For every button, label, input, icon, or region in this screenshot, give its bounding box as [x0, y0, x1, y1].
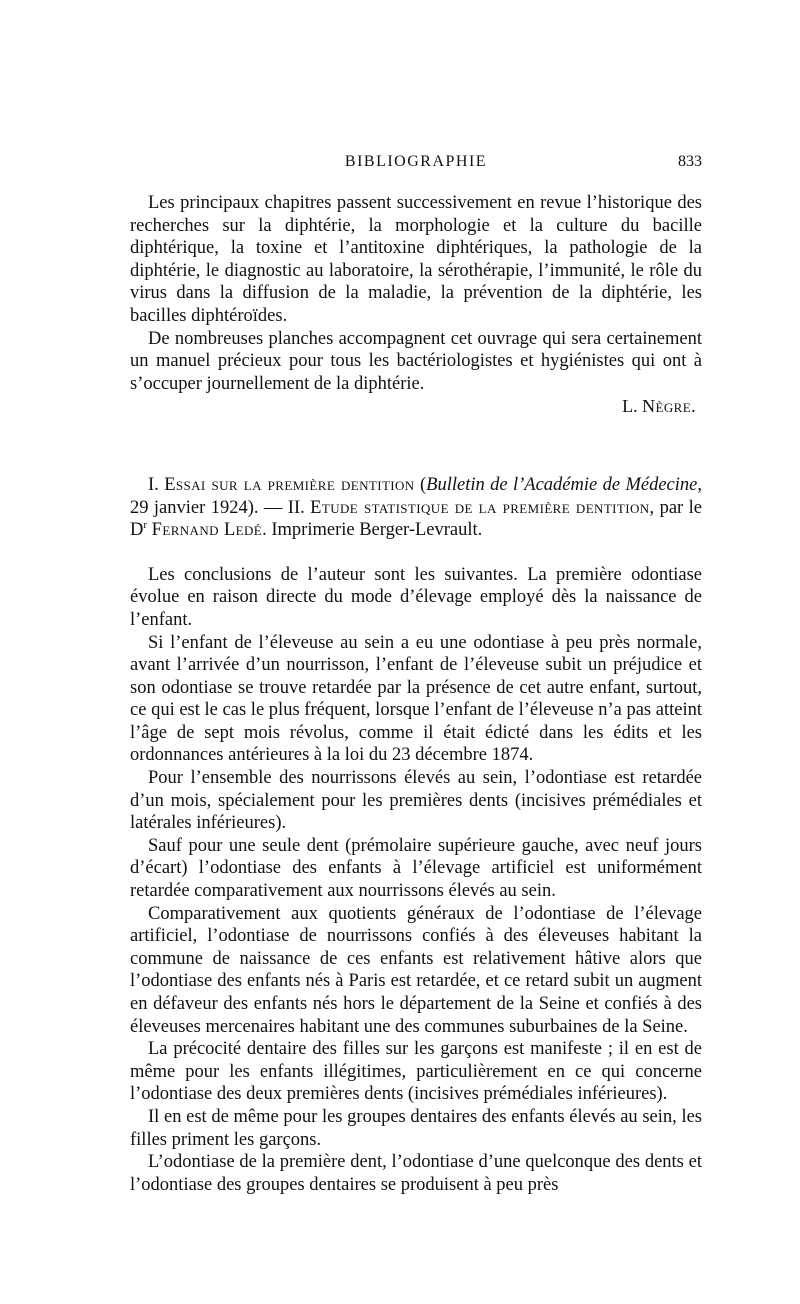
page-number: 833	[678, 153, 702, 170]
signature-initial: L.	[622, 396, 643, 417]
section-gap	[130, 542, 702, 564]
citation-journal: Bulletin de l’Académie de Médecine	[426, 474, 698, 495]
paragraph: Les principaux chapitres passent successivement en revue l’historique des recherches sur la diphtérie, la morphologie et la culture du bacille diphtérique, la toxine et l’antitoxine diphtériques, la pathologie de la diphtérie, le diagnostic au laboratoire, la sérothérapie, l’immunité, le rôle du virus dans la diffusion de la maladie, la prévention de la diphtérie, les bacilles diphtéroïdes.	[130, 193, 702, 326]
citation-publisher: . Imprimerie Berger-Levrault.	[262, 520, 483, 541]
review-diphtheria	[130, 192, 702, 418]
paragraph: Les conclusions de l’auteur sont les suivantes. La première odontiase évolue en raison directe du mode d’élevage employé dès la naissance de l’enfant.	[130, 564, 702, 630]
citation-number: I.	[148, 474, 165, 495]
paragraph: Comparativement aux quotients généraux de l’odontiase de l’élevage artificiel, l’odontiase de nourrissons confiés à des éleveuses habitant la commune de naissance de ces enfants est relativement hâtive alors que l’odontiase des enfants nés à Paris est retardée, et ce retard subit un augment en défaveur des enfants nés hors le département de la Seine et confiés à des éleveuses mercenaires habitant une des communes suburbaines de la Seine.	[130, 903, 702, 1037]
running-head: BIBLIOGRAPHIE	[344, 153, 488, 170]
paragraph: La précocité dentaire des filles sur les garçons est manifeste ; il en est de même pour les enfants illégitimes, particulièrement en ce qui concerne l’odontiase des deux premières dents (incisives prémédiales inférieures).	[130, 1039, 702, 1105]
page-header	[130, 153, 702, 177]
paragraph: Pour l’ensemble des nourrissons élevés au sein, l’odontiase est retardée d’un mois, spécialement pour les premières dents (incisives prémédiales et latérales inférieures).	[130, 768, 702, 834]
page-body	[130, 192, 702, 1196]
review-signature	[130, 395, 696, 418]
paragraph: Il en est de même pour les groupes dentaires des enfants élevés au sein, les filles priment les garçons.	[130, 1106, 702, 1150]
signature-name: Nègre.	[642, 396, 696, 417]
bibliographic-citation	[130, 474, 702, 542]
section-gap	[130, 418, 702, 474]
citation-source-open: (	[414, 474, 427, 495]
review-dentition	[130, 564, 702, 1197]
citation-author: Fernand Ledé	[151, 520, 263, 541]
paragraph: Si l’enfant de l’éleveuse au sein a eu une odontiase à peu près normale, avant l’arrivée d’un nourrisson, l’enfant de l’éleveuse subit un préjudice et son odontiase se trouve retardée par la présence de cet autre enfant, surtout, ce qui est le cas le plus fréquent, lorsque l’enfant de l’éleveuse n’a pas atteint l’âge de sept mois révolus, comme il était édicté dans les édits et les ordonnances antérieures à la loi du 23 décembre 1874.	[130, 632, 702, 766]
citation-doctor-sup: r	[143, 518, 148, 531]
paragraph: Sauf pour une seule dent (prémolaire supérieure gauche, avec neuf jours d’écart) l’odontiase des enfants à l’élevage artificiel est uniformément retardée comparativement aux nourrissons élevés au sein.	[130, 835, 702, 902]
citation-title-part2: Etude statistique de la première dentition	[310, 497, 650, 518]
citation-date: , 29 janvier 1924). — II.	[130, 474, 702, 518]
paragraph: De nombreuses planches accompagnent cet ouvrage qui sera certainement un manuel précieux pour tous les bactériologistes et hygiénistes qui ont à s’occuper journellement de la diphtérie.	[130, 328, 702, 394]
paragraph: L’odontiase de la première dent, l’odontiase d’une quelconque des dents et l’odontiase des groupes dentaires se produisent à peu près	[130, 1152, 702, 1195]
citation-title-part1: Essai sur la première dentition	[164, 474, 415, 495]
citation-by: , par le D	[130, 497, 702, 541]
